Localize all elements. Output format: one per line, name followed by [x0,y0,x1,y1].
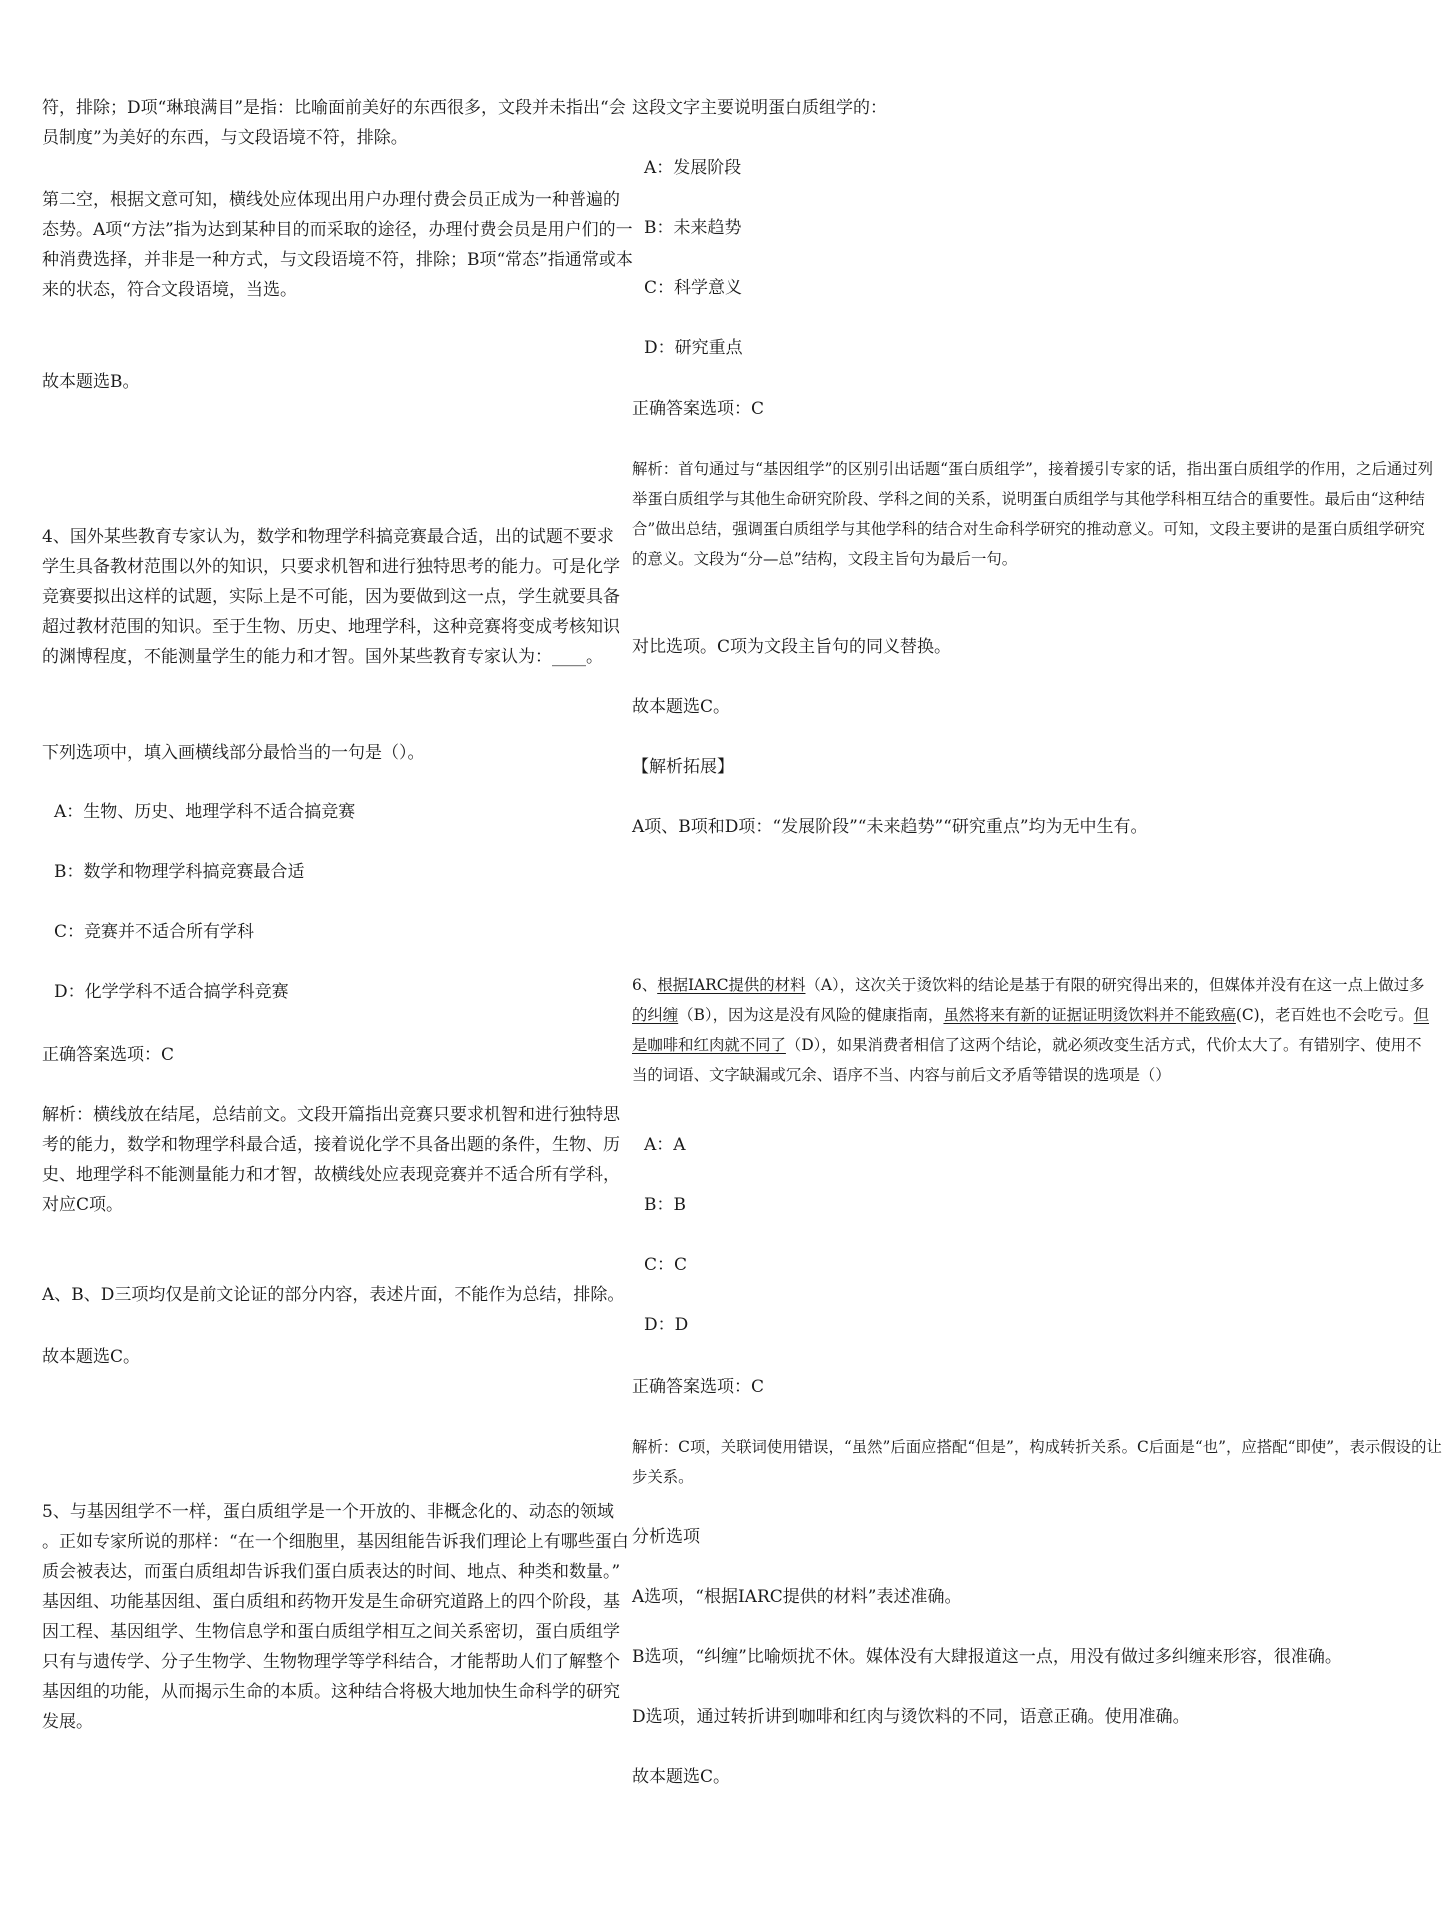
text-line: 解析：首句通过与“基因组学”的区别引出话题“蛋白质组学”，接着援引专家的话，指出蛋白质组学的作用，之后通过列 [632,460,1434,478]
text-line: 的意义。文段为“分—总”结构，文段主旨句为最后一句。 [632,550,1018,568]
question-6-option-b: B：B [644,1195,686,1215]
text-line: 对应C项。 [42,1195,124,1215]
text-line: 4、国外某些教育专家认为，数学和物理学科搞竞赛最合适，出的试题不要求 [42,527,614,547]
underlined-segment-b: 的纠缠 [632,1006,679,1024]
question-5-compare: 对比选项。C项为文段主旨句的同义替换。 [632,637,952,657]
text-line: 举蛋白质组学与其他生命研究阶段、学科之间的关系，说明蛋白质组学与其他学科相互结合的重要性。最后由“这种结 [632,490,1425,508]
question-4-stem [42,522,620,672]
text-line: 解析：横线放在结尾，总结前文。文段开篇指出竞赛只要求机智和进行独特思 [42,1105,620,1125]
question-5-conclusion: 故本题选C。 [632,697,731,717]
text-line: 第二空，根据文意可知，横线处应体现出用户办理付费会员正成为一种普遍的 [42,190,620,210]
question-4-option-c: C：竞赛并不适合所有学科 [54,922,255,942]
extension-title: 【解析拓展】 [632,757,734,777]
question-5-answer: 正确答案选项：C [632,399,765,419]
question-4-option-a: A：生物、历史、地理学科不适合搞竞赛 [54,802,356,822]
text-line: 员制度”为美好的东西，与文段语境不符，排除。 [42,128,408,148]
underlined-segment-a: 根据IARC提供的材料 [657,976,806,994]
text-line: 6、根据IARC提供的材料（A），这次关于烫饮料的结论是基于有限的研究得出来的，但媒体并没有在这一点上做过多 [632,976,1425,994]
question-4-answer: 正确答案选项：C [42,1045,175,1065]
text-line: 步关系。 [632,1468,694,1486]
underlined-segment-d-start: 但 [1413,1006,1429,1024]
question-6-stem [632,970,1429,1090]
text-line: 基因组的功能，从而揭示生命的本质。这种结合将极大地加快生命科学的研究 [42,1682,620,1702]
text-line: 。正如专家所说的那样：“在一个细胞里，基因组能告诉我们理论上有哪些蛋白 [42,1532,629,1552]
text-line: 考的能力，数学和物理学科最合适，接着说化学不具备出题的条件，生物、历 [42,1135,620,1155]
text-line: 的纠缠（B），因为这是没有风险的健康指南，虽然将来有新的证据证明烫饮料并不能致癌(C)，老百姓也不会吃亏。但 [632,1006,1429,1024]
extension-body: A项、B项和D项：“发展阶段”“未来趋势”“研究重点”均为无中生有。 [632,817,1148,837]
question-5-prompt: 这段文字主要说明蛋白质组学的： [632,98,887,118]
text-line: 学生具备教材范围以外的知识，只要求机智和进行独特思考的能力。可是化学 [42,557,620,577]
underlined-segment-d: 是咖啡和红肉就不同了 [632,1036,786,1054]
text-line: 5、与基因组学不一样，蛋白质组学是一个开放的、非概念化的、动态的领域 [42,1502,614,1522]
question-6-analysis [632,1432,1442,1492]
question-4-conclusion: 故本题选C。 [42,1347,141,1367]
question-6-answer: 正确答案选项：C [632,1377,765,1397]
analysis-subtitle: 分析选项 [632,1527,700,1547]
text-line: 发展。 [42,1712,93,1732]
question-4-option-d: D：化学学科不适合搞学科竞赛 [54,982,289,1002]
previous-answer-tail [42,93,626,153]
text-line: 种消费选择，并非是一种方式，与文段语境不符，排除；B项“常态”指通常或本 [42,250,633,270]
text-line: 因工程、基因组学、生物信息学和蛋白质组学相互之间关系密切，蛋白质组学 [42,1622,620,1642]
option-d-analysis: D选项，通过转折讲到咖啡和红肉与烫饮料的不同，语意正确。使用准确。 [632,1707,1190,1727]
text-line: 史、地理学科不能测量能力和才智，故横线处应表现竞赛并不适合所有学科， [42,1165,620,1185]
text-line: 质会被表达，而蛋白质组却告诉我们蛋白质表达的时间、地点、种类和数量。” [42,1562,621,1582]
question-5-option-c: C：科学意义 [644,278,743,298]
text-line: 态势。A项“方法”指为达到某种目的而采取的途径，办理付费会员是用户们的一 [42,220,633,240]
previous-analysis-paragraph [42,185,633,305]
previous-conclusion: 故本题选B。 [42,372,140,392]
question-4-prompt: 下列选项中，填入画横线部分最恰当的一句是（）。 [42,743,425,763]
question-4-analysis-2: A、B、D三项均仅是前文论证的部分内容，表述片面，不能作为总结，排除。 [42,1285,625,1305]
question-6-option-d: D：D [644,1315,689,1335]
text-line: 竞赛要拟出这样的试题，实际上是不可能，因为要做到这一点，学生就要具备 [42,587,620,607]
text-line: 符，排除；D项“琳琅满目”是指：比喻面前美好的东西很多，文段并未指出“会 [42,98,626,118]
underlined-segment-c: 虽然将来有新的证据证明烫饮料并不能致癌 [943,1006,1236,1024]
question-5-stem [42,1497,629,1737]
text-line: 的渊博程度，不能测量学生的能力和才智。国外某些教育专家认为：____。 [42,647,603,667]
text-line: 是咖啡和红肉就不同了（D），如果消费者相信了这两个结论，就必须改变生活方式，代价太大了。有错别字、使用不 [632,1036,1422,1054]
option-b-analysis: B选项，“纠缠”比喻烦扰不休。媒体没有大肆报道这一点，用没有做过多纠缠来形容，很准确。 [632,1647,1342,1667]
text-line: 只有与遗传学、分子生物学、生物物理学等学科结合，才能帮助人们了解整个 [42,1652,620,1672]
text-line: 解析：C项，关联词使用错误，“虽然”后面应搭配“但是”，构成转折关系。C后面是“也”，应搭配“即使”，表示假设的让 [632,1438,1442,1456]
question-6-option-a: A：A [644,1135,686,1155]
text-line: 基因组、功能基因组、蛋白质组和药物开发是生命研究道路上的四个阶段，基 [42,1592,620,1612]
question-6-option-c: C：C [644,1255,688,1275]
question-6-conclusion: 故本题选C。 [632,1767,731,1787]
question-4-analysis [42,1100,620,1220]
option-a-analysis: A选项，“根据IARC提供的材料”表述准确。 [632,1587,962,1607]
text-line: 超过教材范围的知识。至于生物、历史、地理学科，这种竞赛将变成考核知识 [42,617,620,637]
question-5-option-b: B：未来趋势 [644,218,742,238]
question-5-option-a: A：发展阶段 [644,158,742,178]
question-5-analysis [632,454,1434,574]
text-line: 合”做出总结，强调蛋白质组学与其他学科的结合对生命科学研究的推动意义。可知，文段主要讲的是蛋白质组学研究 [632,520,1425,538]
question-5-option-d: D：研究重点 [644,338,743,358]
question-4-option-b: B：数学和物理学科搞竞赛最合适 [54,862,305,882]
text-line: 来的状态，符合文段语境，当选。 [42,280,297,300]
text-line: 当的词语、文字缺漏或冗余、语序不当、内容与前后文矛盾等错误的选项是（） [632,1066,1171,1084]
